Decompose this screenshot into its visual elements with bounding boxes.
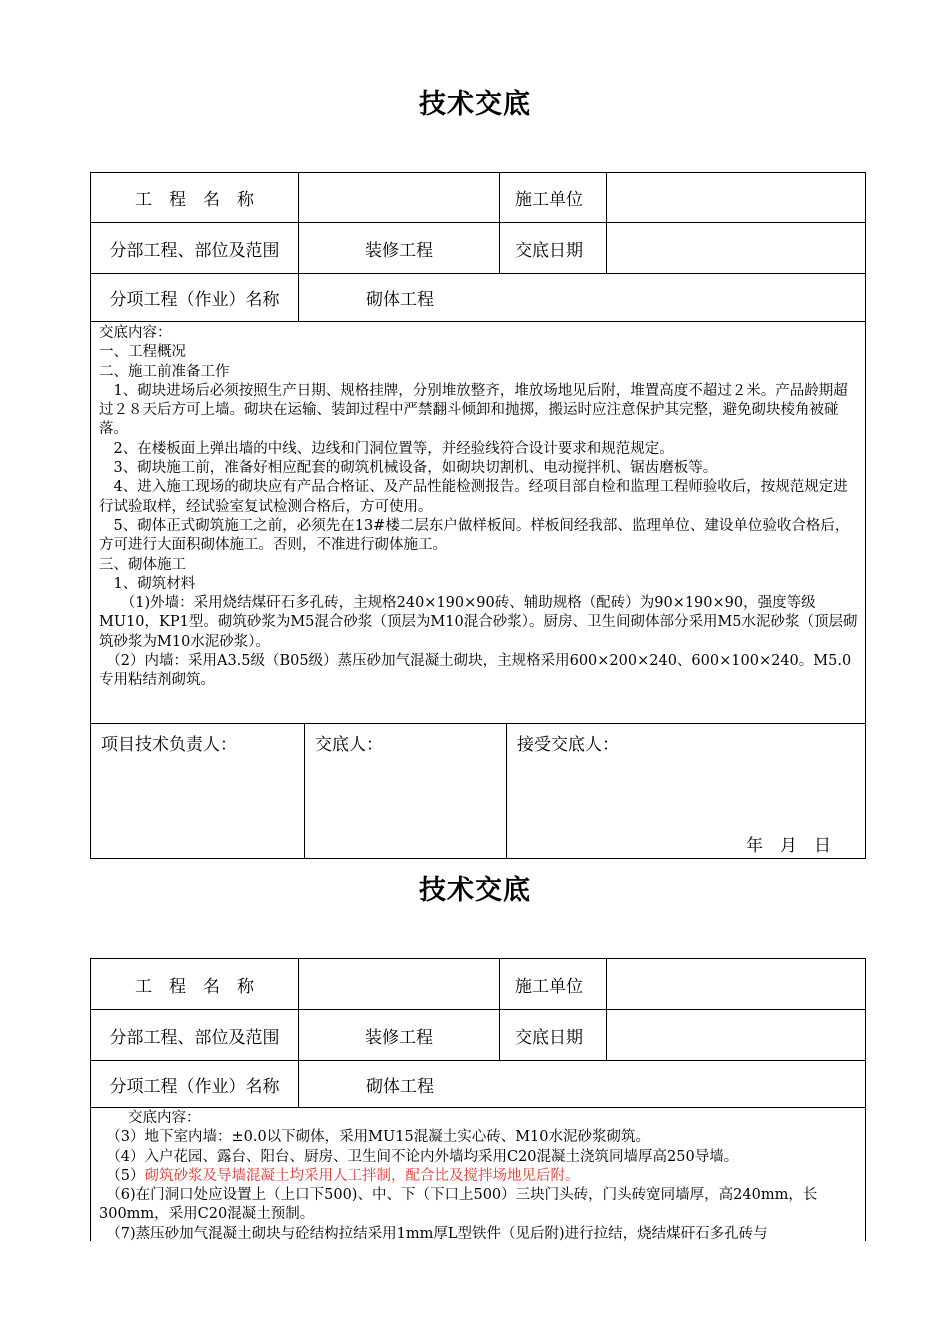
construction-unit-label: 施工单位	[515, 190, 583, 210]
project-name-value	[299, 959, 499, 1009]
content-red-text: 砌筑砂浆及导墙混凝土均采用人工拌制，配合比及搅拌场地见后附。	[144, 1167, 580, 1184]
form-row-item	[91, 1061, 865, 1108]
disclosure-content-area	[91, 1108, 865, 1242]
presenter-signature-label: 交底人：	[315, 735, 383, 755]
content-line-highlight	[99, 1167, 859, 1186]
item-label: 分项工程（作业）名称	[109, 1076, 280, 1097]
subproject-label: 分部工程、部位及范围	[109, 1027, 280, 1048]
subproject-label: 分部工程、部位及范围	[109, 240, 280, 261]
content-line: 三、砌体施工	[99, 556, 186, 573]
construction-unit-value	[607, 173, 865, 222]
project-name-label: 工 程 名 称	[135, 976, 254, 997]
signature-date: 年 月 日	[746, 836, 831, 856]
form-row-item	[91, 274, 865, 322]
form-row-project	[91, 173, 865, 223]
subproject-value: 装修工程	[365, 240, 433, 261]
content-line: （7)蒸压砂加气混凝土砌块与砼结构拉结采用1mm厚L型铁件（见后附)进行拉结，烧结煤矸石多孔砖与	[99, 1225, 768, 1242]
content-line: 交底内容：	[99, 1110, 201, 1126]
content-line: （3）地下室内墙：±0.0以下砌体，采用MU15混凝土实心砖、M10水泥砂浆砌筑。	[99, 1129, 650, 1146]
content-line: 4、进入施工现场的砌块应有产品合格证、及产品性能检测报告。经项目部自检和监理工程师验收后，按规范规定进行试验取样，经试验室复试检测合格后，方可使用。	[99, 479, 848, 515]
content-line: （2）内墙：采用A3.5级（B05级）蒸压砂加气混凝土砌块，主规格采用600×200×240、600×100×240。M5.0专用粘结剂砌筑。	[99, 653, 852, 689]
content-line: 2、在楼板面上弹出墙的中线、边线和门洞位置等，并经验线符合设计要求和规范规定。	[99, 440, 674, 457]
receiver-signature-label: 接受交底人：	[517, 735, 619, 755]
content-line: （6)在门洞口处应设置上（上口下500)、中、下（下口上500）三块门头砖，门头砖宽同墙厚，高240mm，长300mm，采用C20混凝土预制。	[99, 1187, 818, 1223]
content-line: 1、砌块进场后必须按照生产日期、规格挂牌，分别堆放整齐，堆放场地见后附，堆置高度不超过２米。产品龄期超过２８天后方可上墙。砌块在运输、装卸过程中严禁翻斗倾卸和抛掷，搬运时应注意保护其完整，避免砌块棱角被碰落。	[99, 382, 848, 438]
construction-unit-label: 施工单位	[515, 976, 583, 997]
date-value	[607, 1010, 865, 1060]
content-line: 一、工程概况	[99, 344, 186, 361]
disclosure-content	[99, 324, 859, 691]
content-line: （1)外墙：采用烧结煤矸石多孔砖，主规格240×190×90砖、辅助规格（配砖）为90×190×90，强度等级MU10，KP1型。砌筑砂浆为M5混合砂浆（顶层为M10混合砂浆）。厨房、卫生间砌体部分采用M5水泥砂浆（顶层砌筑砂浆为M10水泥砂浆）。	[99, 595, 858, 650]
content-red-prefix: （5）	[99, 1167, 145, 1184]
form-row-subproject	[91, 223, 865, 274]
date-label: 交底日期	[515, 1027, 583, 1048]
item-value: 砌体工程	[366, 290, 434, 310]
item-value: 砌体工程	[366, 1076, 434, 1097]
content-line: 二、施工前准备工作	[99, 363, 230, 380]
page-title: 技术交底	[419, 875, 531, 906]
date-value	[607, 223, 865, 273]
disclosure-content	[99, 1109, 859, 1244]
content-line: （4）入户花园、露台、阳台、厨房、卫生间不论内外墙均采用C20混凝土浇筑同墙厚高250导墙。	[99, 1148, 739, 1165]
subproject-value: 装修工程	[365, 1027, 433, 1048]
tech-lead-signature-label: 项目技术负责人：	[101, 735, 237, 755]
item-label: 分项工程（作业）名称	[109, 290, 280, 310]
project-name-value	[299, 173, 499, 222]
form-row-project	[91, 959, 865, 1010]
content-line: 3、砌块施工前，准备好相应配套的砌筑机械设备，如砌块切割机、电动搅拌机、锯齿磨板等。	[99, 460, 718, 477]
disclosure-form	[90, 172, 866, 859]
content-line: 5、砌体正式砌筑施工之前，必须先在13#楼二层东户做样板间。样板间经我部、监理单位、建设单位验收合格后，方可进行大面积砌体施工。否则，不准进行砌体施工。	[99, 517, 850, 554]
disclosure-content-area	[91, 322, 865, 724]
date-label: 交底日期	[515, 240, 583, 261]
content-line: 交底内容：	[99, 325, 172, 341]
signature-row	[91, 724, 865, 858]
disclosure-form	[90, 958, 866, 1241]
page-title: 技术交底	[419, 89, 531, 120]
construction-unit-value	[607, 959, 865, 1009]
form-row-subproject	[91, 1010, 865, 1061]
content-line: 1、砌筑材料	[99, 575, 196, 592]
project-name-label: 工 程 名 称	[135, 190, 254, 210]
